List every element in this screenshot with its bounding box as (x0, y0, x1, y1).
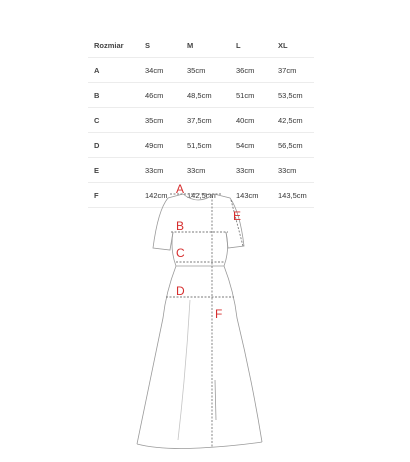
left-skirt-edge (137, 266, 176, 444)
dimension-letter-f: F (215, 307, 223, 321)
table-cell: 37,5cm (181, 108, 230, 133)
right-skirt-edge (224, 266, 262, 442)
row-label: B (88, 83, 139, 108)
table-cell: 49cm (139, 133, 181, 158)
table-cell: 37cm (272, 58, 314, 83)
table-cell: 48,5cm (181, 83, 230, 108)
header-l: L (230, 33, 272, 58)
table-cell: 51,5cm (181, 133, 230, 158)
table-row (88, 158, 314, 183)
table-cell: 56,5cm (272, 133, 314, 158)
table-cell: 51cm (230, 83, 272, 108)
table-cell: 42,5cm (272, 108, 314, 133)
table-cell: 34cm (139, 58, 181, 83)
header-xl: XL (272, 33, 314, 58)
table-row (88, 108, 314, 133)
dimension-lines (166, 194, 243, 448)
table-row (88, 83, 314, 108)
dimension-letter-c: C (176, 246, 185, 260)
table-cell: 53,5cm (272, 83, 314, 108)
table-cell: 35cm (181, 58, 230, 83)
table-cell: 142cm (139, 183, 181, 208)
table-row (88, 133, 314, 158)
header-size: Rozmiar (88, 33, 139, 58)
table-cell: 40cm (230, 108, 272, 133)
skirt-fold (178, 300, 190, 440)
table-cell: 46cm (139, 83, 181, 108)
table-header-row (88, 33, 314, 58)
left-bodice (172, 232, 176, 266)
header-m: M (181, 33, 230, 58)
dimension-letter-a: A (176, 182, 185, 196)
table-cell: 143cm (230, 183, 272, 208)
table-cell: 54cm (230, 133, 272, 158)
table-cell: 33cm (272, 158, 314, 183)
hem (137, 442, 262, 449)
table-cell: 143,5cm (272, 183, 314, 208)
table-cell: 33cm (181, 158, 230, 183)
size-chart-table (88, 33, 314, 208)
table-cell: 36cm (230, 58, 272, 83)
table-cell: 35cm (139, 108, 181, 133)
table-cell: 142,5cm (181, 183, 230, 208)
row-label: F (88, 183, 139, 208)
row-label: E (88, 158, 139, 183)
dimension-letter-e: E (233, 209, 242, 223)
right-bodice (224, 232, 228, 266)
dimension-letter-b: B (176, 219, 185, 233)
table-cell: 33cm (139, 158, 181, 183)
table-cell: 33cm (230, 158, 272, 183)
table-row (88, 183, 314, 208)
row-label: D (88, 133, 139, 158)
row-label: C (88, 108, 139, 133)
skirt-fold (215, 380, 216, 420)
table-row (88, 58, 314, 83)
header-s: S (139, 33, 181, 58)
dimension-letter-d: D (176, 284, 185, 298)
row-label: A (88, 58, 139, 83)
dress-outline (137, 194, 262, 449)
